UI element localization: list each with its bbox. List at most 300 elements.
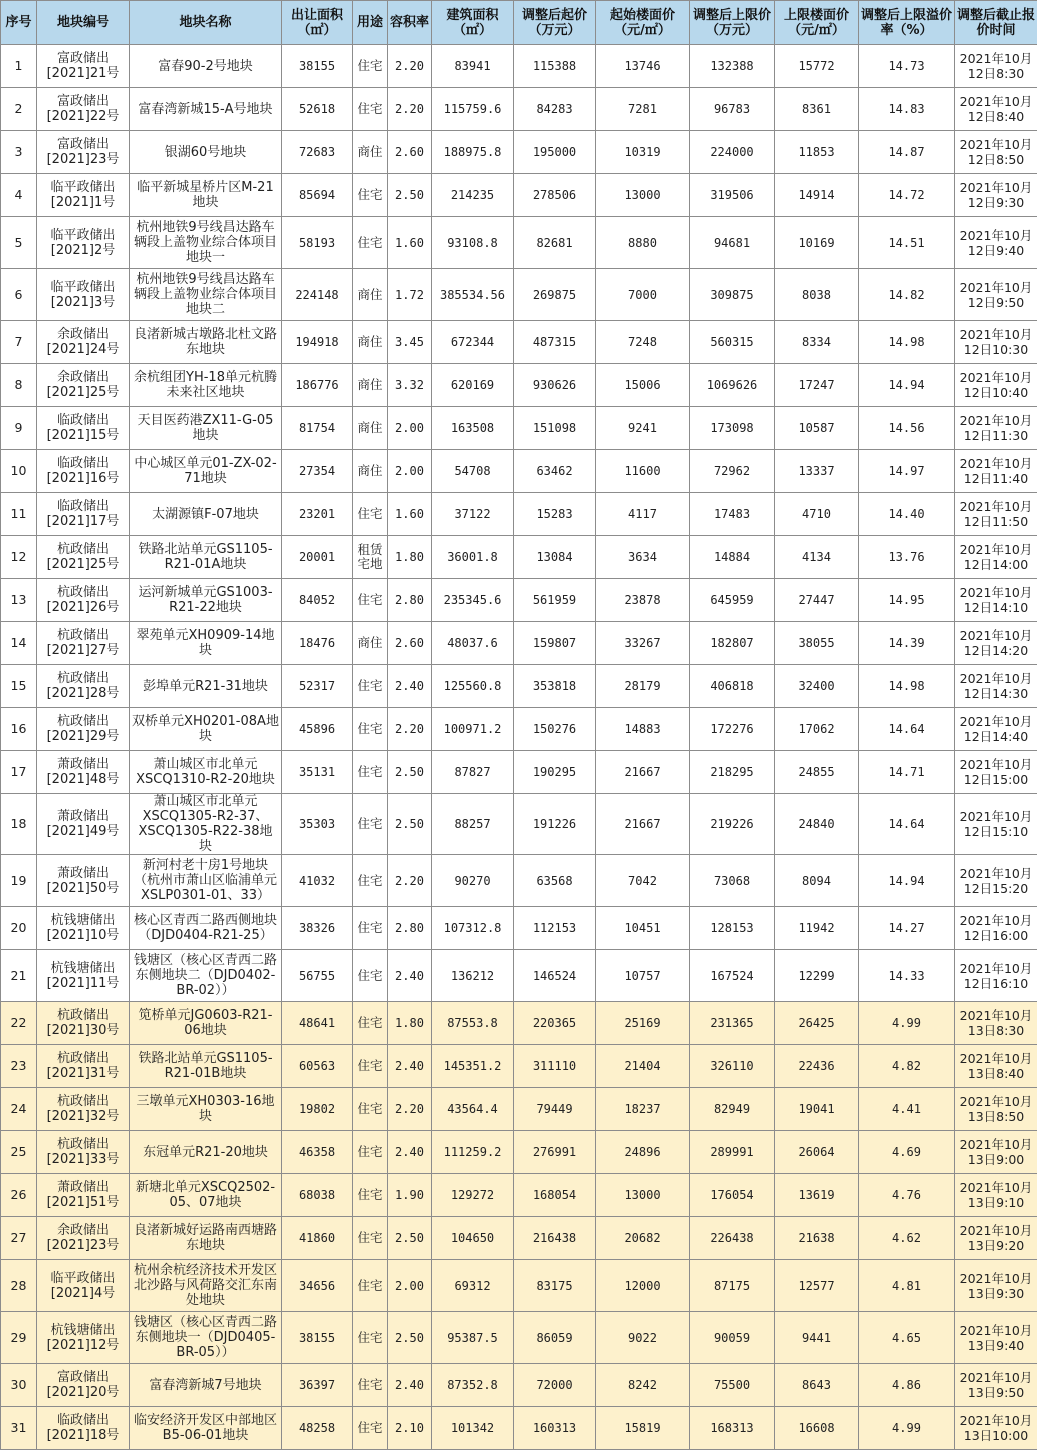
header-cell: 调整后起价（万元）: [514, 1, 596, 45]
cell-parcel-name: 中心城区单元01-ZX-02-71地块: [130, 450, 282, 493]
table-row: [1, 131, 1037, 174]
cell-index: 20: [1, 907, 37, 950]
cell-start-price: 216438: [514, 1217, 596, 1260]
cell-cap-price: 168313: [690, 1407, 775, 1450]
cell-premium-rate: 4.62: [859, 1217, 955, 1260]
cell-index: 21: [1, 950, 37, 1002]
table-row: [1, 217, 1037, 269]
cell-plot-ratio: 2.40: [388, 665, 432, 708]
cell-parcel-code: 余政储出[2021]25号: [37, 364, 130, 407]
cell-index: 15: [1, 665, 37, 708]
cell-deadline: 2021年10月12日11:50: [955, 493, 1037, 536]
header-cell: 建筑面积（㎡）: [432, 1, 514, 45]
cell-parcel-name: 新塘北单元XSCQ2502-05、07地块: [130, 1174, 282, 1217]
cell-deadline: 2021年10月13日8:40: [955, 1045, 1037, 1088]
cell-land-area: 34656: [282, 1260, 353, 1312]
cell-plot-ratio: 2.20: [388, 45, 432, 88]
table-row: [1, 1088, 1037, 1131]
cell-parcel-code: 萧政储出[2021]50号: [37, 855, 130, 907]
cell-premium-rate: 4.99: [859, 1002, 955, 1045]
cell-land-use: 商住: [353, 407, 388, 450]
cell-parcel-code: 杭政储出[2021]27号: [37, 622, 130, 665]
cell-index: 16: [1, 708, 37, 751]
cell-land-use: 住宅: [353, 1407, 388, 1450]
cell-cap-floor-price: 12299: [775, 950, 859, 1002]
cell-cap-price: 172276: [690, 708, 775, 751]
cell-land-use: 租赁宅地: [353, 536, 388, 579]
cell-start-floor-price: 28179: [596, 665, 690, 708]
cell-parcel-code: 杭政储出[2021]31号: [37, 1045, 130, 1088]
table-row: [1, 1045, 1037, 1088]
table-row: [1, 407, 1037, 450]
cell-index: 6: [1, 269, 37, 321]
cell-start-price: 191226: [514, 794, 596, 855]
cell-start-price: 168054: [514, 1174, 596, 1217]
cell-plot-ratio: 2.00: [388, 1260, 432, 1312]
cell-cap-floor-price: 17247: [775, 364, 859, 407]
cell-start-price: 72000: [514, 1364, 596, 1407]
cell-deadline: 2021年10月13日9:30: [955, 1260, 1037, 1312]
cell-start-floor-price: 20682: [596, 1217, 690, 1260]
cell-cap-price: 17483: [690, 493, 775, 536]
cell-cap-floor-price: 21638: [775, 1217, 859, 1260]
cell-index: 22: [1, 1002, 37, 1045]
cell-land-area: 48641: [282, 1002, 353, 1045]
cell-land-use: 商住: [353, 131, 388, 174]
cell-floor-area: 88257: [432, 794, 514, 855]
table-row: [1, 1174, 1037, 1217]
cell-parcel-name: 良渚新城古墩路北杜文路东地块: [130, 321, 282, 364]
cell-cap-floor-price: 8361: [775, 88, 859, 131]
cell-plot-ratio: 2.50: [388, 174, 432, 217]
cell-index: 12: [1, 536, 37, 579]
cell-start-floor-price: 14883: [596, 708, 690, 751]
table-row: [1, 1364, 1037, 1407]
cell-start-floor-price: 33267: [596, 622, 690, 665]
cell-index: 24: [1, 1088, 37, 1131]
cell-start-price: 146524: [514, 950, 596, 1002]
cell-cap-price: 218295: [690, 751, 775, 794]
header-cell: 序号: [1, 1, 37, 45]
cell-cap-price: 167524: [690, 950, 775, 1002]
cell-start-price: 487315: [514, 321, 596, 364]
cell-parcel-code: 临平政储出[2021]4号: [37, 1260, 130, 1312]
cell-premium-rate: 14.98: [859, 321, 955, 364]
cell-cap-floor-price: 10169: [775, 217, 859, 269]
cell-deadline: 2021年10月12日16:10: [955, 950, 1037, 1002]
cell-floor-area: 95387.5: [432, 1312, 514, 1364]
cell-plot-ratio: 3.45: [388, 321, 432, 364]
cell-start-floor-price: 10757: [596, 950, 690, 1002]
cell-parcel-code: 杭政储出[2021]26号: [37, 579, 130, 622]
cell-land-area: 41032: [282, 855, 353, 907]
cell-parcel-code: 余政储出[2021]24号: [37, 321, 130, 364]
cell-start-floor-price: 13000: [596, 174, 690, 217]
cell-floor-area: 83941: [432, 45, 514, 88]
cell-premium-rate: 14.33: [859, 950, 955, 1002]
cell-cap-price: 176054: [690, 1174, 775, 1217]
table-row: [1, 1407, 1037, 1450]
cell-land-use: 商住: [353, 269, 388, 321]
cell-plot-ratio: 2.50: [388, 751, 432, 794]
cell-index: 28: [1, 1260, 37, 1312]
header-cell: 用途: [353, 1, 388, 45]
cell-cap-price: 560315: [690, 321, 775, 364]
cell-cap-floor-price: 22436: [775, 1045, 859, 1088]
cell-land-area: 20001: [282, 536, 353, 579]
cell-parcel-name: 铁路北站单元GS1105-R21-01B地块: [130, 1045, 282, 1088]
cell-plot-ratio: 2.50: [388, 794, 432, 855]
cell-start-price: 276991: [514, 1131, 596, 1174]
header-row: [1, 1, 1037, 45]
table-row: [1, 493, 1037, 536]
cell-plot-ratio: 2.80: [388, 579, 432, 622]
cell-cap-price: 72962: [690, 450, 775, 493]
cell-plot-ratio: 1.80: [388, 536, 432, 579]
cell-land-area: 38155: [282, 1312, 353, 1364]
cell-parcel-name: 运河新城单元GS1003-R21-22地块: [130, 579, 282, 622]
cell-land-use: 住宅: [353, 794, 388, 855]
cell-floor-area: 214235: [432, 174, 514, 217]
table-row: [1, 536, 1037, 579]
cell-parcel-code: 杭政储出[2021]29号: [37, 708, 130, 751]
cell-land-area: 84052: [282, 579, 353, 622]
cell-parcel-code: 杭政储出[2021]30号: [37, 1002, 130, 1045]
cell-cap-price: 128153: [690, 907, 775, 950]
cell-index: 17: [1, 751, 37, 794]
cell-cap-floor-price: 10587: [775, 407, 859, 450]
cell-parcel-name: 杭州地铁9号线昌达路车辆段上盖物业综合体项目地块一: [130, 217, 282, 269]
cell-index: 3: [1, 131, 37, 174]
cell-plot-ratio: 2.40: [388, 1364, 432, 1407]
cell-index: 27: [1, 1217, 37, 1260]
cell-plot-ratio: 2.00: [388, 407, 432, 450]
cell-plot-ratio: 1.72: [388, 269, 432, 321]
cell-parcel-code: 临政储出[2021]15号: [37, 407, 130, 450]
cell-plot-ratio: 2.50: [388, 1312, 432, 1364]
cell-start-floor-price: 13000: [596, 1174, 690, 1217]
cell-cap-price: 94681: [690, 217, 775, 269]
cell-start-floor-price: 8242: [596, 1364, 690, 1407]
cell-land-use: 住宅: [353, 217, 388, 269]
cell-floor-area: 48037.6: [432, 622, 514, 665]
cell-premium-rate: 14.71: [859, 751, 955, 794]
cell-parcel-code: 临政储出[2021]16号: [37, 450, 130, 493]
cell-land-area: 52618: [282, 88, 353, 131]
cell-index: 2: [1, 88, 37, 131]
table-row: [1, 579, 1037, 622]
cell-deadline: 2021年10月12日10:40: [955, 364, 1037, 407]
cell-land-use: 商住: [353, 364, 388, 407]
cell-start-floor-price: 7281: [596, 88, 690, 131]
table-row: [1, 321, 1037, 364]
cell-land-area: 18476: [282, 622, 353, 665]
cell-parcel-code: 临平政储出[2021]1号: [37, 174, 130, 217]
cell-land-use: 商住: [353, 450, 388, 493]
table-row: [1, 45, 1037, 88]
cell-land-area: 48258: [282, 1407, 353, 1450]
cell-plot-ratio: 2.50: [388, 1217, 432, 1260]
cell-floor-area: 115759.6: [432, 88, 514, 131]
cell-floor-area: 136212: [432, 950, 514, 1002]
cell-parcel-name: 临安经济开发区中部地区B5-06-01地块: [130, 1407, 282, 1450]
cell-floor-area: 163508: [432, 407, 514, 450]
cell-cap-floor-price: 38055: [775, 622, 859, 665]
header-cell: 容积率: [388, 1, 432, 45]
cell-start-floor-price: 7248: [596, 321, 690, 364]
cell-deadline: 2021年10月13日9:40: [955, 1312, 1037, 1364]
table-row: [1, 269, 1037, 321]
cell-cap-floor-price: 11853: [775, 131, 859, 174]
cell-start-price: 84283: [514, 88, 596, 131]
cell-cap-floor-price: 9441: [775, 1312, 859, 1364]
cell-start-floor-price: 7000: [596, 269, 690, 321]
cell-land-area: 23201: [282, 493, 353, 536]
cell-start-price: 115388: [514, 45, 596, 88]
cell-deadline: 2021年10月12日14:40: [955, 708, 1037, 751]
cell-deadline: 2021年10月12日9:50: [955, 269, 1037, 321]
cell-floor-area: 87553.8: [432, 1002, 514, 1045]
cell-deadline: 2021年10月13日8:30: [955, 1002, 1037, 1045]
cell-land-use: 住宅: [353, 1174, 388, 1217]
cell-cap-floor-price: 4134: [775, 536, 859, 579]
cell-cap-floor-price: 16608: [775, 1407, 859, 1450]
table-row: [1, 665, 1037, 708]
cell-parcel-code: 富政储出[2021]20号: [37, 1364, 130, 1407]
cell-plot-ratio: 2.80: [388, 907, 432, 950]
cell-index: 4: [1, 174, 37, 217]
cell-floor-area: 87352.8: [432, 1364, 514, 1407]
cell-index: 30: [1, 1364, 37, 1407]
cell-cap-price: 219226: [690, 794, 775, 855]
cell-deadline: 2021年10月12日14:30: [955, 665, 1037, 708]
cell-land-use: 住宅: [353, 708, 388, 751]
cell-start-floor-price: 13746: [596, 45, 690, 88]
cell-cap-price: 73068: [690, 855, 775, 907]
cell-parcel-name: 富春湾新城7号地块: [130, 1364, 282, 1407]
cell-floor-area: 107312.8: [432, 907, 514, 950]
cell-start-floor-price: 8880: [596, 217, 690, 269]
cell-premium-rate: 14.73: [859, 45, 955, 88]
cell-index: 9: [1, 407, 37, 450]
cell-start-floor-price: 25169: [596, 1002, 690, 1045]
cell-cap-price: 90059: [690, 1312, 775, 1364]
cell-start-price: 353818: [514, 665, 596, 708]
cell-parcel-code: 萧政储出[2021]49号: [37, 794, 130, 855]
cell-start-price: 220365: [514, 1002, 596, 1045]
cell-start-price: 63568: [514, 855, 596, 907]
cell-deadline: 2021年10月12日11:40: [955, 450, 1037, 493]
cell-land-use: 住宅: [353, 174, 388, 217]
cell-cap-floor-price: 14914: [775, 174, 859, 217]
cell-land-use: 住宅: [353, 950, 388, 1002]
cell-start-floor-price: 11600: [596, 450, 690, 493]
table-row: [1, 1217, 1037, 1260]
table-row: [1, 855, 1037, 907]
cell-floor-area: 69312: [432, 1260, 514, 1312]
header-cell: 调整后上限价（万元）: [690, 1, 775, 45]
cell-start-floor-price: 9241: [596, 407, 690, 450]
cell-cap-price: 289991: [690, 1131, 775, 1174]
cell-land-area: 72683: [282, 131, 353, 174]
table-row: [1, 622, 1037, 665]
cell-land-area: 60563: [282, 1045, 353, 1088]
cell-index: 11: [1, 493, 37, 536]
table-row: [1, 1131, 1037, 1174]
cell-floor-area: 145351.2: [432, 1045, 514, 1088]
cell-parcel-name: 双桥单元XH0201-08A地块: [130, 708, 282, 751]
cell-plot-ratio: 2.40: [388, 950, 432, 1002]
cell-cap-floor-price: 27447: [775, 579, 859, 622]
table-row: [1, 174, 1037, 217]
cell-land-use: 住宅: [353, 1217, 388, 1260]
cell-start-price: 195000: [514, 131, 596, 174]
cell-floor-area: 54708: [432, 450, 514, 493]
cell-index: 13: [1, 579, 37, 622]
cell-parcel-code: 临政储出[2021]17号: [37, 493, 130, 536]
cell-start-floor-price: 3634: [596, 536, 690, 579]
cell-start-price: 13084: [514, 536, 596, 579]
header-cell: 地块编号: [37, 1, 130, 45]
cell-cap-price: 224000: [690, 131, 775, 174]
cell-premium-rate: 14.40: [859, 493, 955, 536]
cell-start-price: 160313: [514, 1407, 596, 1450]
cell-cap-floor-price: 26064: [775, 1131, 859, 1174]
cell-parcel-name: 杭州地铁9号线昌达路车辆段上盖物业综合体项目地块二: [130, 269, 282, 321]
cell-start-floor-price: 23878: [596, 579, 690, 622]
cell-cap-price: 75500: [690, 1364, 775, 1407]
cell-index: 18: [1, 794, 37, 855]
cell-start-price: 150276: [514, 708, 596, 751]
cell-parcel-name: 笕桥单元JG0603-R21-06地块: [130, 1002, 282, 1045]
cell-land-use: 住宅: [353, 1364, 388, 1407]
cell-plot-ratio: 3.32: [388, 364, 432, 407]
cell-deadline: 2021年10月12日15:20: [955, 855, 1037, 907]
cell-cap-price: 182807: [690, 622, 775, 665]
cell-floor-area: 620169: [432, 364, 514, 407]
cell-start-floor-price: 21667: [596, 751, 690, 794]
cell-land-area: 35303: [282, 794, 353, 855]
cell-deadline: 2021年10月13日9:10: [955, 1174, 1037, 1217]
cell-premium-rate: 13.76: [859, 536, 955, 579]
cell-start-floor-price: 21667: [596, 794, 690, 855]
cell-land-use: 商住: [353, 321, 388, 364]
cell-premium-rate: 4.69: [859, 1131, 955, 1174]
cell-cap-price: 319506: [690, 174, 775, 217]
cell-parcel-code: 杭钱塘储出[2021]11号: [37, 950, 130, 1002]
cell-floor-area: 385534.56: [432, 269, 514, 321]
cell-start-price: 561959: [514, 579, 596, 622]
cell-deadline: 2021年10月13日8:50: [955, 1088, 1037, 1131]
cell-floor-area: 101342: [432, 1407, 514, 1450]
cell-premium-rate: 14.98: [859, 665, 955, 708]
cell-parcel-name: 彭埠单元R21-31地块: [130, 665, 282, 708]
cell-land-use: 住宅: [353, 751, 388, 794]
cell-floor-area: 37122: [432, 493, 514, 536]
table-row: [1, 450, 1037, 493]
cell-plot-ratio: 2.60: [388, 622, 432, 665]
cell-start-price: 63462: [514, 450, 596, 493]
cell-deadline: 2021年10月12日15:00: [955, 751, 1037, 794]
cell-floor-area: 125560.8: [432, 665, 514, 708]
cell-deadline: 2021年10月12日16:00: [955, 907, 1037, 950]
cell-land-use: 住宅: [353, 45, 388, 88]
cell-parcel-name: 钱塘区（核心区青西二路东侧地块二（DJD0402-BR-02））: [130, 950, 282, 1002]
cell-cap-floor-price: 13619: [775, 1174, 859, 1217]
table-row: [1, 1312, 1037, 1364]
cell-deadline: 2021年10月12日9:40: [955, 217, 1037, 269]
cell-cap-floor-price: 24840: [775, 794, 859, 855]
table-row: [1, 1260, 1037, 1312]
cell-land-use: 商住: [353, 622, 388, 665]
cell-land-use: 住宅: [353, 1131, 388, 1174]
cell-parcel-name: 良渚新城好运路南西塘路东地块: [130, 1217, 282, 1260]
cell-cap-price: 173098: [690, 407, 775, 450]
cell-plot-ratio: 2.20: [388, 1088, 432, 1131]
cell-parcel-name: 天目医药港ZX11-G-05地块: [130, 407, 282, 450]
cell-plot-ratio: 2.20: [388, 88, 432, 131]
cell-floor-area: 90270: [432, 855, 514, 907]
header-cell: 调整后截止报价时间: [955, 1, 1037, 45]
cell-parcel-code: 杭政储出[2021]28号: [37, 665, 130, 708]
cell-land-area: 27354: [282, 450, 353, 493]
cell-plot-ratio: 1.60: [388, 217, 432, 269]
cell-deadline: 2021年10月12日15:10: [955, 794, 1037, 855]
table-row: [1, 794, 1037, 855]
cell-parcel-code: 临政储出[2021]18号: [37, 1407, 130, 1450]
cell-parcel-name: 东冠单元R21-20地块: [130, 1131, 282, 1174]
cell-cap-price: 1069626: [690, 364, 775, 407]
cell-index: 14: [1, 622, 37, 665]
cell-parcel-name: 新河村老十房1号地块（杭州市萧山区临浦单元XSLP0301-01、33）: [130, 855, 282, 907]
cell-start-price: 15283: [514, 493, 596, 536]
cell-floor-area: 93108.8: [432, 217, 514, 269]
cell-plot-ratio: 1.60: [388, 493, 432, 536]
cell-cap-floor-price: 17062: [775, 708, 859, 751]
cell-premium-rate: 14.64: [859, 708, 955, 751]
cell-premium-rate: 4.81: [859, 1260, 955, 1312]
cell-deadline: 2021年10月13日9:00: [955, 1131, 1037, 1174]
table-row: [1, 907, 1037, 950]
cell-start-price: 83175: [514, 1260, 596, 1312]
cell-cap-floor-price: 8334: [775, 321, 859, 364]
cell-start-price: 112153: [514, 907, 596, 950]
cell-start-price: 311110: [514, 1045, 596, 1088]
cell-cap-floor-price: 8094: [775, 855, 859, 907]
cell-deadline: 2021年10月12日11:30: [955, 407, 1037, 450]
cell-start-floor-price: 21404: [596, 1045, 690, 1088]
cell-start-floor-price: 10451: [596, 907, 690, 950]
cell-cap-floor-price: 11942: [775, 907, 859, 950]
cell-plot-ratio: 1.90: [388, 1174, 432, 1217]
cell-start-floor-price: 15819: [596, 1407, 690, 1450]
cell-cap-floor-price: 4710: [775, 493, 859, 536]
cell-deadline: 2021年10月12日14:00: [955, 536, 1037, 579]
cell-floor-area: 129272: [432, 1174, 514, 1217]
cell-cap-floor-price: 8038: [775, 269, 859, 321]
cell-parcel-name: 太湖源镇F-07地块: [130, 493, 282, 536]
cell-land-area: 19802: [282, 1088, 353, 1131]
cell-start-price: 278506: [514, 174, 596, 217]
cell-land-use: 住宅: [353, 855, 388, 907]
header-cell: 出让面积（㎡）: [282, 1, 353, 45]
cell-start-floor-price: 24896: [596, 1131, 690, 1174]
cell-start-price: 190295: [514, 751, 596, 794]
cell-cap-price: 309875: [690, 269, 775, 321]
cell-index: 26: [1, 1174, 37, 1217]
cell-index: 25: [1, 1131, 37, 1174]
cell-parcel-code: 富政储出[2021]21号: [37, 45, 130, 88]
